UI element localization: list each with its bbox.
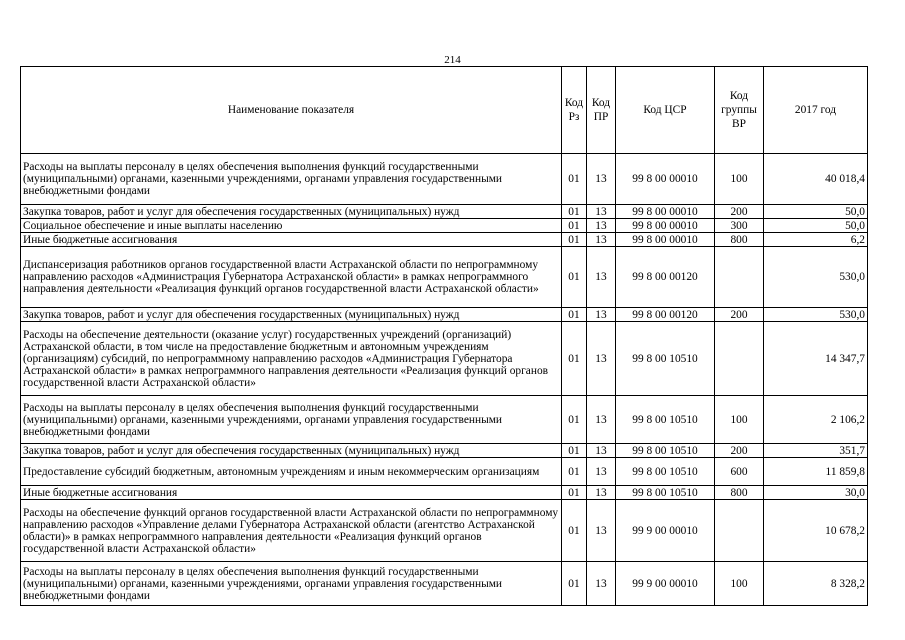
row-pr: 13 — [587, 562, 616, 606]
row-rz: 01 — [562, 486, 587, 500]
table-row — [21, 322, 868, 396]
row-rz: 01 — [562, 247, 587, 308]
row-pr: 13 — [587, 396, 616, 444]
table-row — [21, 458, 868, 486]
row-pr: 13 — [587, 247, 616, 308]
row-amount: 50,0 — [764, 205, 868, 219]
row-csr: 99 8 00 10510 — [616, 322, 715, 396]
row-name: Диспансеризация работников органов государственной власти Астраханской области по непрограммному направлению расходов «Администрация Губернатора Астраханской области» в рамках непрограммного направления деятельности «Реализация функций органов государственной власти Астраханской области» — [21, 247, 562, 308]
row-rz: 01 — [562, 154, 587, 205]
row-vr: 200 — [715, 205, 764, 219]
row-name: Закупка товаров, работ и услуг для обеспечения государственных (муниципальных) нужд — [21, 308, 562, 322]
row-amount: 30,0 — [764, 486, 868, 500]
row-csr: 99 8 00 00010 — [616, 233, 715, 247]
table-row — [21, 233, 868, 247]
header-vr: Код группы ВР — [715, 67, 764, 154]
header-pr: Код ПР — [587, 67, 616, 154]
row-vr: 100 — [715, 396, 764, 444]
row-name: Социальное обеспечение и иные выплаты населению — [21, 219, 562, 233]
row-csr: 99 8 00 10510 — [616, 396, 715, 444]
row-name: Предоставление субсидий бюджетным, автономным учреждениям и иным некоммерческим организациям — [21, 458, 562, 486]
row-pr: 13 — [587, 486, 616, 500]
row-vr — [715, 322, 764, 396]
table-row — [21, 308, 868, 322]
row-vr: 300 — [715, 219, 764, 233]
row-amount: 2 106,2 — [764, 396, 868, 444]
table-row — [21, 500, 868, 562]
table-row — [21, 205, 868, 219]
row-csr: 99 8 00 10510 — [616, 444, 715, 458]
table-row — [21, 154, 868, 205]
row-vr: 800 — [715, 486, 764, 500]
row-amount: 14 347,7 — [764, 322, 868, 396]
row-csr: 99 9 00 00010 — [616, 562, 715, 606]
row-name: Расходы на обеспечение функций органов государственной власти Астраханской области по непрограммному направлению расходов «Управление делами Губернатора Астраханской области (агентство Астраханской области)» в рамках непрограммного направления деятельности «Реализация функций органов государственной власти Астраханской области» — [21, 500, 562, 562]
row-pr: 13 — [587, 500, 616, 562]
row-amount: 40 018,4 — [764, 154, 868, 205]
row-pr: 13 — [587, 458, 616, 486]
row-csr: 99 8 00 00120 — [616, 247, 715, 308]
row-amount: 6,2 — [764, 233, 868, 247]
row-vr: 100 — [715, 154, 764, 205]
row-pr: 13 — [587, 308, 616, 322]
row-pr: 13 — [587, 154, 616, 205]
row-amount: 530,0 — [764, 308, 868, 322]
table-row — [21, 562, 868, 606]
row-vr: 200 — [715, 308, 764, 322]
table-row — [21, 486, 868, 500]
row-rz: 01 — [562, 308, 587, 322]
row-name: Закупка товаров, работ и услуг для обеспечения государственных (муниципальных) нужд — [21, 444, 562, 458]
table-header-row — [21, 67, 868, 154]
row-rz: 01 — [562, 233, 587, 247]
row-pr: 13 — [587, 219, 616, 233]
header-csr: Код ЦСР — [616, 67, 715, 154]
row-pr: 13 — [587, 444, 616, 458]
row-amount: 50,0 — [764, 219, 868, 233]
header-year: 2017 год — [764, 67, 868, 154]
row-pr: 13 — [587, 322, 616, 396]
row-vr — [715, 247, 764, 308]
table-row — [21, 219, 868, 233]
row-pr: 13 — [587, 233, 616, 247]
row-rz: 01 — [562, 396, 587, 444]
row-name: Расходы на выплаты персоналу в целях обеспечения выполнения функций государственными (муниципальными) органами, казенными учреждениями, органами управления государственными внебюджетными фондами — [21, 396, 562, 444]
row-rz: 01 — [562, 458, 587, 486]
row-rz: 01 — [562, 500, 587, 562]
row-name: Расходы на выплаты персоналу в целях обеспечения выполнения функций государственными (муниципальными) органами, казенными учреждениями, органами управления государственными внебюджетными фондами — [21, 154, 562, 205]
table-row — [21, 247, 868, 308]
row-name: Иные бюджетные ассигнования — [21, 233, 562, 247]
row-vr: 800 — [715, 233, 764, 247]
row-rz: 01 — [562, 562, 587, 606]
row-pr: 13 — [587, 205, 616, 219]
row-vr: 600 — [715, 458, 764, 486]
row-vr: 100 — [715, 562, 764, 606]
row-csr: 99 8 00 00010 — [616, 154, 715, 205]
row-csr: 99 9 00 00010 — [616, 500, 715, 562]
row-amount: 530,0 — [764, 247, 868, 308]
row-name: Расходы на обеспечение деятельности (оказание услуг) государственных учреждений (организаций) Астраханской области, в том числе на предоставление бюджетным и автономным учреждениям (организациям) субсидий, по непрограммному направлению расходов «Администрация Губернатора Астраханской области» в рамках непрограммного направления деятельности «Реализация функций органов государственной власти Астраханской области» — [21, 322, 562, 396]
row-csr: 99 8 00 00120 — [616, 308, 715, 322]
row-amount: 10 678,2 — [764, 500, 868, 562]
row-name: Иные бюджетные ассигнования — [21, 486, 562, 500]
row-rz: 01 — [562, 205, 587, 219]
row-name: Расходы на выплаты персоналу в целях обеспечения выполнения функций государственными (муниципальными) органами, казенными учреждениями, органами управления государственными внебюджетными фондами — [21, 562, 562, 606]
table-row — [21, 396, 868, 444]
row-csr: 99 8 00 10510 — [616, 458, 715, 486]
page-number: 214 — [444, 54, 461, 66]
table-row — [21, 444, 868, 458]
row-vr: 200 — [715, 444, 764, 458]
row-rz: 01 — [562, 322, 587, 396]
header-name: Наименование показателя — [21, 67, 562, 154]
row-csr: 99 8 00 10510 — [616, 486, 715, 500]
row-rz: 01 — [562, 444, 587, 458]
row-name: Закупка товаров, работ и услуг для обеспечения государственных (муниципальных) нужд — [21, 205, 562, 219]
row-csr: 99 8 00 00010 — [616, 205, 715, 219]
row-amount: 351,7 — [764, 444, 868, 458]
header-rz: Код Рз — [562, 67, 587, 154]
row-amount: 11 859,8 — [764, 458, 868, 486]
row-amount: 8 328,2 — [764, 562, 868, 606]
row-vr — [715, 500, 764, 562]
row-rz: 01 — [562, 219, 587, 233]
row-csr: 99 8 00 00010 — [616, 219, 715, 233]
budget-table — [20, 66, 868, 606]
